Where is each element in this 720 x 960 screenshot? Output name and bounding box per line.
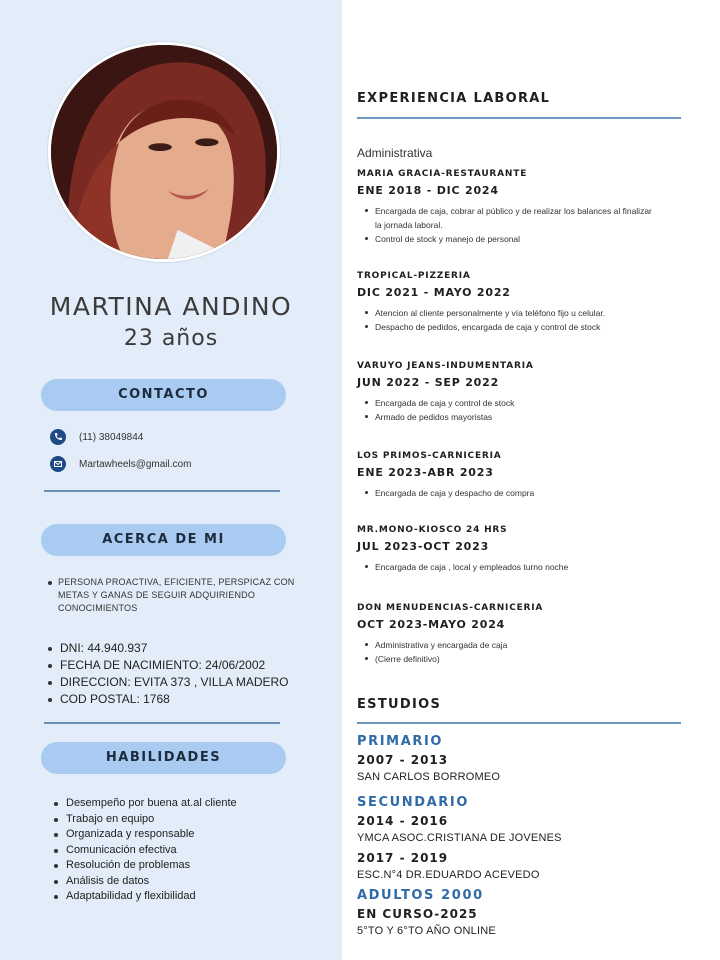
job-company: TROPICAL-PIZZERIA <box>357 271 471 281</box>
job-entry <box>357 603 687 666</box>
job-bullet: Encargada de caja y despacho de compra <box>363 486 687 500</box>
edu-primary-school: SAN CARLOS BORROMEO <box>357 771 501 783</box>
job-entry <box>357 525 687 574</box>
phone-row <box>50 429 143 445</box>
skills-heading: HABILIDADES <box>41 742 286 774</box>
email-address: Martawheels@gmail.com <box>79 458 192 470</box>
job-entry <box>357 451 687 500</box>
email-row <box>50 456 191 472</box>
fact-birthdate: FECHA DE NACIMIENTO: 24/06/2002 <box>46 657 316 674</box>
edu-secondary-school: YMCA ASOC.CRISTIANA DE JOVENES <box>357 832 562 844</box>
job-bullet: (Cierre definitivo) <box>363 652 687 666</box>
divider <box>357 722 681 724</box>
skill-item: Resolución de problemas <box>52 858 252 874</box>
mail-icon <box>50 456 66 472</box>
fact-address: DIRECCION: EVITA 373 , VILLA MADERO <box>46 674 316 691</box>
job-dates: JUL 2023-OCT 2023 <box>357 540 490 553</box>
skill-item: Adaptabilidad y flexibilidad <box>52 889 252 905</box>
job-company: MARIA GRACIA-RESTAURANTE <box>357 169 528 179</box>
edu-primary-years: 2007 - 2013 <box>357 753 449 767</box>
job-company: LOS PRIMOS-CARNICERIA <box>357 451 502 461</box>
divider <box>357 117 681 119</box>
edu-secondary-label: SECUNDARIO <box>357 795 469 810</box>
edu-secondary-years: 2017 - 2019 <box>357 851 449 865</box>
job-entry <box>357 169 687 246</box>
portrait-illustration <box>51 45 277 259</box>
job-entry <box>357 271 687 334</box>
about-heading: ACERCA DE MI <box>41 524 286 556</box>
job-dates: ENE 2018 - DIC 2024 <box>357 184 499 197</box>
job-company: DON MENUDENCIAS-CARNICERIA <box>357 603 544 613</box>
phone-number: (11) 38049844 <box>79 431 144 443</box>
role-title: Administrativa <box>357 146 433 160</box>
job-bullet: Control de stock y manejo de personal <box>363 232 687 246</box>
skill-item: Desempeño por buena at.al cliente <box>52 796 252 812</box>
job-bullet: Encargada de caja y control de stock <box>363 396 687 410</box>
skill-item: Organizada y responsable <box>52 827 252 843</box>
phone-icon <box>50 429 66 445</box>
job-bullet: Atencion al cliente personalmente y vía teléfono fijo u celular. <box>363 306 687 320</box>
job-dates: JUN 2022 - SEP 2022 <box>357 376 500 389</box>
job-bullet: Encargada de caja, cobrar al público y de realizar los balances al finalizar la jornada laboral. <box>363 204 653 232</box>
edu-adults-status: EN CURSO-2025 <box>357 907 478 921</box>
experience-heading: EXPERIENCIA LABORAL <box>357 91 551 106</box>
job-entry <box>357 361 687 424</box>
skill-item: Comunicación efectiva <box>52 843 252 859</box>
job-company: VARUYO JEANS-INDUMENTARIA <box>357 361 534 371</box>
skill-item: Análisis de datos <box>52 874 252 890</box>
edu-secondary-years: 2014 - 2016 <box>357 814 449 828</box>
age: 23 años <box>123 326 219 351</box>
edu-adults-detail: 5°TO Y 6°TO AÑO ONLINE <box>357 925 496 937</box>
skill-item: Trabajo en equipo <box>52 812 252 828</box>
fact-dni: DNI: 44.940.937 <box>46 640 316 657</box>
job-dates: DIC 2021 - MAYO 2022 <box>357 286 511 299</box>
job-dates: ENE 2023-ABR 2023 <box>357 466 494 479</box>
divider <box>44 490 280 492</box>
about-summary <box>46 576 306 615</box>
profile-photo <box>48 42 280 262</box>
job-dates: OCT 2023-MAYO 2024 <box>357 618 506 631</box>
divider <box>44 722 280 724</box>
summary-item: PERSONA PROACTIVA, EFICIENTE, PERSPICAZ CON METAS Y GANAS DE SEGUIR ADQUIRIENDO CONOCIMIENTOS <box>46 576 306 615</box>
job-bullet: Encargada de caja , local y empleados turno noche <box>363 560 687 574</box>
job-company: MR.MONO-KIOSCO 24 HRS <box>357 525 508 535</box>
job-bullet: Administrativa y encargada de caja <box>363 638 687 652</box>
personal-facts <box>46 640 316 708</box>
fact-postal-code: COD POSTAL: 1768 <box>46 691 316 708</box>
edu-adults-label: ADULTOS 2000 <box>357 888 484 903</box>
job-bullet: Armado de pedidos mayoristas <box>363 410 687 424</box>
skills-list <box>52 796 252 905</box>
edu-secondary-school: ESC.N°4 DR.EDUARDO ACEVEDO <box>357 869 540 881</box>
job-bullet: Despacho de pedidos, encargada de caja y control de stock <box>363 320 687 334</box>
contact-heading: CONTACTO <box>41 379 286 411</box>
edu-primary-label: PRIMARIO <box>357 734 444 749</box>
full-name: MARTINA ANDINO <box>49 292 293 321</box>
education-heading: ESTUDIOS <box>357 697 442 712</box>
